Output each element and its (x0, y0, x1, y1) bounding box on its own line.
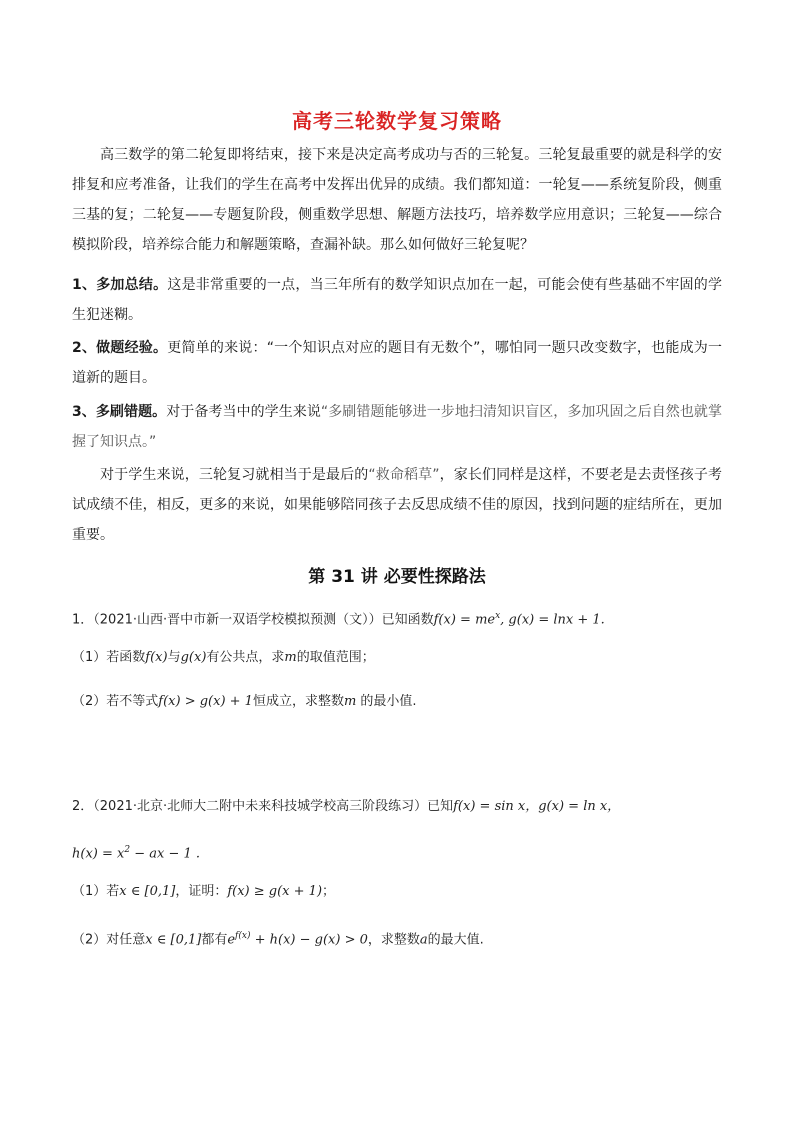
tip-1-text: 这是非常重要的一点，当三年所有的数学知识点加在一起，可能会使有些基础不牢固的学生犯迷糊。 (72, 277, 722, 323)
math-expr: f(x) > g(x) + 1 (158, 694, 253, 709)
problem-1-stem (72, 606, 722, 630)
lecture-title: 第 31 讲 必要性探路法 (308, 567, 486, 587)
problem-1-source: 1．（2021·山西·晋中市新一双语学校模拟预测（文））已知函数 (72, 612, 434, 628)
problem-2-formula-g: ，g(x) = ln x， (525, 799, 621, 814)
math-expr: x ∈ [0,1] (145, 932, 202, 948)
closing-after: ，家长们同样是这样，不要老是去责怪孩子考试成绩不佳，相反，更多的来说，如果能够陪同孩子去反思成绩不佳的原因，找到问题的症结所在，更加重要。 (72, 467, 723, 543)
part-text: 的最大值. (427, 932, 484, 948)
part-text: 都有 (201, 932, 228, 948)
math-exp: 2 (124, 845, 131, 855)
math-expr: x ∈ [0,1] (119, 884, 176, 899)
part-text: 恒成立，求整数 (252, 694, 344, 709)
tip-2-text: 更简单的来说：“一个知识点对应的题目有无数个”，哪怕同一题只改变数字，也能成为一道新的题目。 (72, 340, 722, 386)
part-text: 有公共点，求 (206, 650, 285, 665)
math-expr: f(x) ≥ g(x + 1) (227, 884, 323, 899)
tip-3-quote: “多刷错题能够进一步地扫清知识盲区，多加巩固之后自然也就掌握了知识点。” (72, 404, 722, 450)
document-title: 高考三轮数学复习策略 (292, 109, 502, 133)
math-exp: f(x) (235, 931, 251, 941)
tip-2-lead: 2、做题经验。 (72, 340, 168, 356)
tip-1 (72, 270, 722, 330)
math-expr: e (227, 932, 236, 948)
problem-2-part-2 (72, 926, 722, 950)
closing-paragraph (72, 460, 722, 550)
tip-3-lead: 3、多刷错题。 (72, 404, 167, 420)
problem-1-part-1 (72, 648, 722, 668)
part-label: （2）对任意 (72, 932, 146, 948)
problem-1-formula-g: , g(x) = lnx + 1. (500, 612, 605, 628)
part-label: （2）若不等式 (72, 694, 159, 709)
problem-1-formula-f: f(x) = me (433, 612, 496, 628)
part-text: 的取值范围； (296, 650, 375, 665)
tip-3 (72, 397, 722, 457)
closing-quote: “救命稻草” (368, 467, 440, 483)
math-var: a (419, 932, 428, 948)
math-expr: − ax − 1 . (130, 846, 201, 862)
problem-2-formula-h (72, 840, 722, 864)
problem-1-formula-f-exp: x (495, 611, 501, 621)
tip-3-text: 对于备考当中的学生来说 (166, 404, 321, 420)
tip-1-lead: 1、多加总结。 (72, 277, 168, 293)
math-var: m (343, 694, 357, 709)
problem-2-part-1 (72, 882, 722, 902)
part-text: ，求整数 (367, 932, 420, 948)
part-label: （1）若函数 (72, 650, 146, 665)
math-expr: h(x) = x (72, 846, 125, 862)
closing-before: 对于学生来说，三轮复习就相当于是最后的 (100, 467, 369, 483)
problem-1-part-2 (72, 692, 722, 712)
part-text: 的最小值. (356, 694, 417, 709)
math-expr: + h(x) − g(x) > 0 (250, 932, 368, 948)
math-expr: f(x) (145, 650, 168, 665)
problem-2-formula-f: f(x) = sin x (453, 799, 526, 814)
part-text: ，证明： (175, 884, 228, 899)
math-var: m (284, 650, 297, 665)
intro-paragraph: 高三数学的第二轮复即将结束，接下来是决定高考成功与否的三轮复。三轮复最重要的就是科学的安排复和应考准备，让我们的学生在高考中发挥出优异的成绩。我们都知道：一轮复——系统复阶段，侧重三基的复；二轮复——专题复阶段，侧重数学思想、解题方法技巧，培养数学应用意识；三轮复——综合模拟阶段，培养综合能力和解题策略，查漏补缺。那么如何做好三轮复呢？ (72, 147, 722, 253)
math-expr: g(x) (180, 650, 207, 665)
tip-2 (72, 333, 722, 393)
part-text: ； (322, 884, 336, 899)
problem-2-stem (72, 797, 722, 817)
part-label: （1）若 (72, 884, 120, 899)
problem-2-source: 2．（2021·北京·北师大二附中未来科技城学校高三阶段练习）已知 (72, 799, 454, 814)
part-text: 与 (167, 650, 181, 665)
